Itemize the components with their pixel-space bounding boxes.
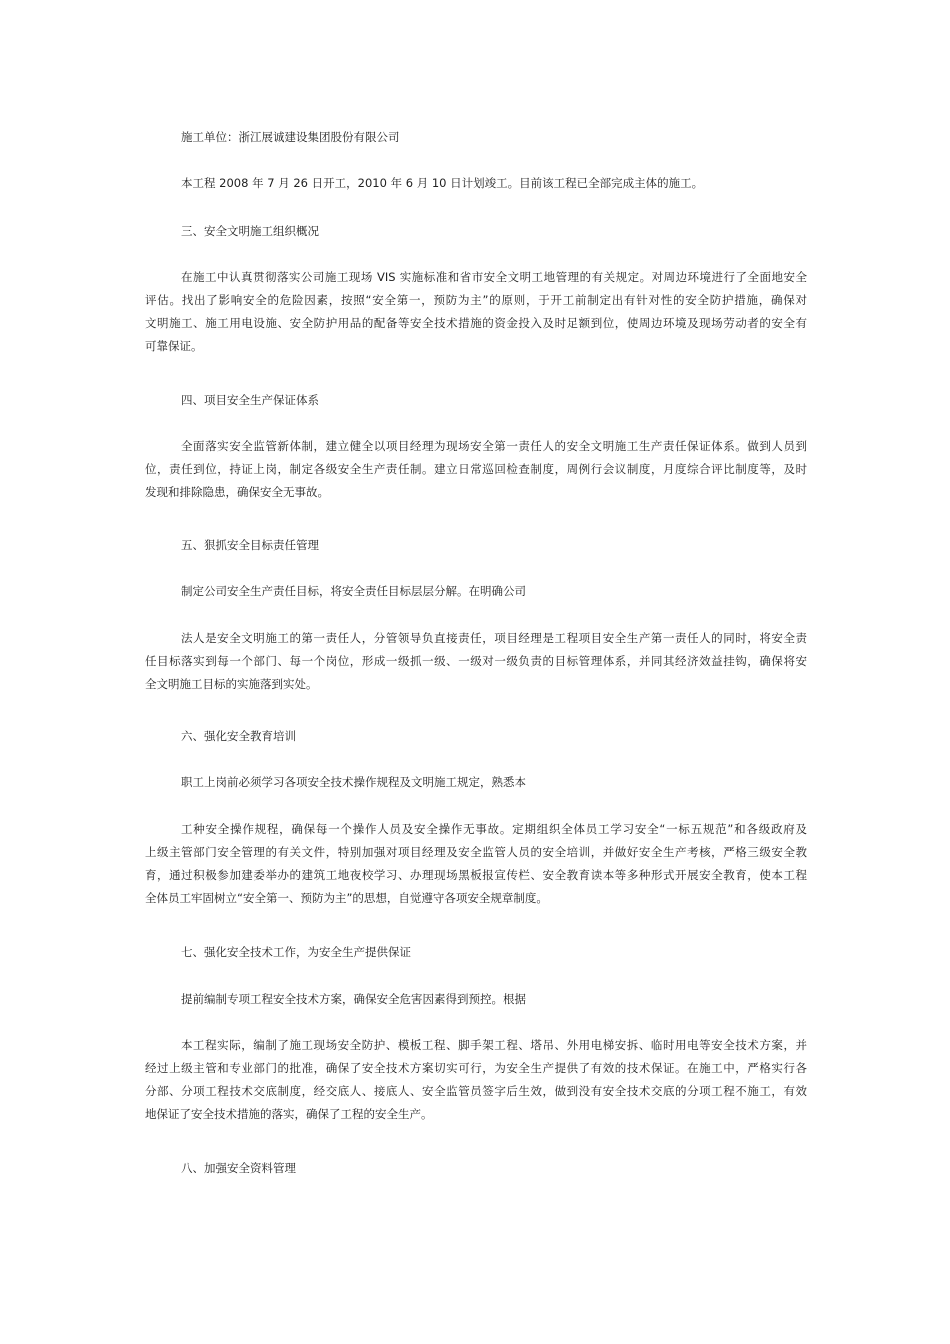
text-line: 法人是安全文明施工的第一责任人，分管领导负直接责任，项目经理是工程项目安全生产第一责任人的同时，将安全责 <box>181 631 807 645</box>
text-line: 可靠保证。 <box>145 339 203 353</box>
text-line: 全体员工牢固树立“安全第一、预防为主”的思想，自觉遵守各项安全规章制度。 <box>145 891 548 905</box>
paragraph-tech-plans <box>145 1034 807 1126</box>
text-line: 全文明施工目标的实施落到实处。 <box>145 677 318 691</box>
text-line: 施工单位：浙江展诚建设集团股份有限公司 <box>181 130 400 144</box>
text-line: 全面落实安全监管新体制，建立健全以项目经理为现场安全第一责任人的安全文明施工生产责任保证体系。做到人员到 <box>181 439 807 453</box>
text-line: 文明施工、施工用电设施、安全防护用品的配备等安全技术措施的资金投入及时足额到位，使周边环境及现场劳动者的安全有 <box>145 316 807 330</box>
text-line: 任目标落实到每一个部门、每一个岗位，形成一级抓一级、一级对一级负责的目标管理体系，并同其经济效益挂钩，确保将安 <box>145 654 807 668</box>
text-line: 制定公司安全生产责任目标，将安全责任目标层层分解。在明确公司 <box>181 584 526 598</box>
heading-text: 七、强化安全技术工作，为安全生产提供保证 <box>181 945 411 959</box>
text-line: 本工程实际，编制了施工现场安全防护、模板工程、脚手架工程、塔吊、外用电梯安拆、临时用电等安全技术方案，并 <box>181 1038 807 1052</box>
section-heading-8 <box>145 1157 843 1180</box>
text-line: 分部、分项工程技术交底制度，经交底人、接底人、安全监管员签字后生效，做到没有安全技术交底的分项工程不施工，有效 <box>145 1084 807 1098</box>
text-line: 育，通过积极参加建委举办的建筑工地夜校学习、办理现场黑板报宣传栏、安全教育读本等多种形式开展安全教育，使本工程 <box>145 868 807 882</box>
text-line: 本工程 2008 年 7 月 26 日开工，2010 年 6 月 10 日计划竣工。目前该工程已全部完成主体的施工。 <box>181 176 704 190</box>
text-line: 经过上级主管和专业部门的批准，确保了安全技术方案切实可行，为安全生产提供了有效的技术保证。在施工中，严格实行各 <box>145 1061 807 1075</box>
heading-text: 三、安全文明施工组织概况 <box>181 224 319 238</box>
paragraph-responsibility <box>145 627 807 696</box>
text-line: 评估。找出了影响安全的危险因素，按照“安全第一，预防为主”的原则，于开工前制定出有针对性的安全防护措施，确保对 <box>145 293 807 307</box>
section-heading-7 <box>145 941 843 964</box>
section-heading-3 <box>145 220 843 243</box>
paragraph-training-intro <box>145 771 807 794</box>
section-heading-4 <box>145 389 843 412</box>
text-line: 在施工中认真贯彻落实公司施工现场 VIS 实施标准和省市安全文明工地管理的有关规定。对周边环境进行了全面地安全 <box>181 270 807 284</box>
paragraph-tech-intro <box>145 988 807 1011</box>
text-line: 提前编制专项工程安全技术方案，确保安全危害因素得到预控。根据 <box>181 992 526 1006</box>
text-line: 位，责任到位，持证上岗，制定各级安全生产责任制。建立日常巡回检查制度，周例行会议制度，月度综合评比制度等，及时 <box>145 462 807 476</box>
heading-text: 四、项目安全生产保证体系 <box>181 393 319 407</box>
paragraph-schedule <box>145 172 807 195</box>
text-line: 地保证了安全技术措施的落实，确保了工程的安全生产。 <box>145 1107 433 1121</box>
paragraph-targets-intro <box>145 580 807 603</box>
section-heading-6 <box>145 725 843 748</box>
heading-text: 八、加强安全资料管理 <box>181 1161 296 1175</box>
section-heading-5 <box>145 534 843 557</box>
text-line: 工种安全操作规程，确保每一个操作人员及安全操作无事故。定期组织全体员工学习安全“一标五规范”和各级政府及 <box>181 822 807 836</box>
paragraph-construction-unit <box>145 126 807 149</box>
text-line: 上级主管部门安全管理的有关文件，特别加强对项目经理及安全监管人员的安全培训，并做好安全生产考核，严格三级安全教 <box>145 845 807 859</box>
heading-text: 六、强化安全教育培训 <box>181 729 296 743</box>
paragraph-organization-overview <box>145 266 807 358</box>
paragraph-training <box>145 818 807 910</box>
paragraph-safety-system <box>145 435 807 504</box>
text-line: 发现和排除隐患，确保安全无事故。 <box>145 485 329 499</box>
heading-text: 五、狠抓安全目标责任管理 <box>181 538 319 552</box>
text-line: 职工上岗前必须学习各项安全技术操作规程及文明施工规定，熟悉本 <box>181 775 526 789</box>
